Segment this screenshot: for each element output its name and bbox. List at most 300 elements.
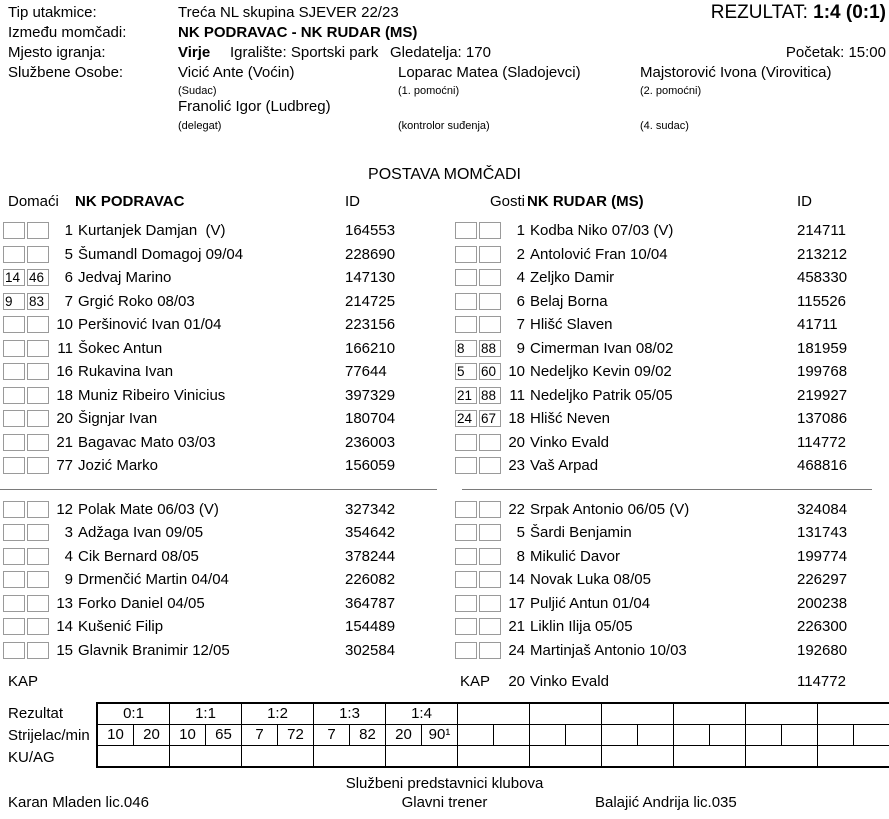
player-shirt-number: 13 (56, 594, 73, 612)
substitution-minute-box (479, 434, 501, 451)
player-id: 200238 (797, 594, 848, 612)
scorer-minute-cell: 20 (386, 725, 422, 745)
player-id: 302584 (345, 641, 396, 659)
player-row (0, 615, 445, 639)
player-name: Antolović Fran 10/04 (530, 245, 668, 263)
result-cell (458, 704, 530, 724)
between-teams-label: Između momčadi: (8, 24, 127, 41)
substitution-minute-box (479, 548, 501, 565)
substitution-player-box: 21 (455, 387, 477, 404)
substitution-player-box (455, 434, 477, 451)
substitution-player-box (455, 642, 477, 659)
head-coach-label: Glavni trener (401, 794, 488, 811)
scorer-minute-cell (710, 725, 746, 745)
player-row (0, 639, 445, 663)
player-name: Hlišć Slaven (530, 316, 613, 334)
result-cell (602, 704, 674, 724)
substitution-player-box (3, 642, 25, 659)
player-row (0, 545, 445, 569)
substitution-player-box (3, 595, 25, 612)
pitch-value: Igralište: Sportski park (230, 44, 379, 61)
player-shirt-number: 4 (516, 269, 525, 287)
kuag-cell (458, 746, 530, 766)
player-id: 223156 (345, 316, 396, 334)
substitution-player-box: 9 (3, 293, 25, 310)
substitution-minute-box (27, 642, 49, 659)
player-shirt-number: 2 (516, 245, 525, 263)
player-row (0, 592, 445, 616)
player-id: 41711 (797, 316, 838, 334)
referee-name: Vicić Ante (Voćin) (178, 64, 295, 81)
match-type-value: Treća NL skupina SJEVER 22/23 (178, 4, 399, 21)
officials-label: Službene Osobe: (8, 64, 124, 81)
substitution-player-box (3, 222, 25, 239)
result-table-block (0, 702, 889, 772)
player-row (452, 243, 889, 267)
player-row (452, 521, 889, 545)
substitution-player-box (455, 595, 477, 612)
kuag-cell (170, 746, 242, 766)
away-starters-list (452, 219, 889, 478)
substitution-minute-box (479, 316, 501, 333)
player-id: 137086 (797, 410, 848, 428)
player-shirt-number: 3 (64, 524, 73, 542)
scorer-minute-cell: 10 (170, 725, 206, 745)
player-shirt-number: 23 (508, 457, 525, 475)
substitution-player-box: 24 (455, 410, 477, 427)
player-shirt-number: 5 (64, 245, 73, 263)
delegate-name: Franolić Igor (Ludbreg) (178, 98, 331, 115)
scorer-minute-cell: 7 (242, 725, 278, 745)
substitution-minute-box (479, 457, 501, 474)
kuag-cell (386, 746, 458, 766)
player-row (452, 431, 889, 455)
away-kap-name: Vinko Evald (530, 673, 609, 691)
home-table-header (0, 190, 445, 219)
player-row (452, 219, 889, 243)
player-row (0, 243, 445, 267)
substitution-player-box (3, 571, 25, 588)
player-name: Forko Daniel 04/05 (78, 594, 205, 612)
substitution-player-box (455, 457, 477, 474)
player-name: Hlišć Neven (530, 410, 611, 428)
kuag-row-label: KU/AG (8, 749, 55, 766)
player-row (0, 384, 445, 408)
player-id: 131743 (797, 524, 848, 542)
substitution-player-box (3, 457, 25, 474)
substitution-minute-box (27, 524, 49, 541)
player-name: Drmenčić Martin 04/04 (78, 571, 229, 589)
substitution-player-box (3, 410, 25, 427)
player-id: 324084 (797, 500, 848, 518)
player-shirt-number: 4 (64, 547, 73, 565)
scorer-row-label: Strijelac/min (8, 727, 90, 744)
player-shirt-number: 20 (508, 433, 525, 451)
player-name: Jedvaj Marino (78, 269, 172, 287)
player-name: Šardi Benjamin (530, 524, 632, 542)
result-line (711, 2, 886, 24)
assistant2-role: (2. pomoćni) (640, 85, 702, 97)
player-shirt-number: 18 (56, 386, 73, 404)
substitution-player-box (455, 618, 477, 635)
away-table-header (452, 190, 889, 219)
attendance-value: Gledatelja: 170 (390, 44, 491, 61)
result-label: REZULTAT: (710, 2, 814, 23)
result-cell (746, 704, 818, 724)
result-cell (674, 704, 746, 724)
away-subs-divider (462, 489, 872, 490)
kuag-cell (530, 746, 602, 766)
player-id: 226297 (797, 571, 848, 589)
substitution-minute-box (479, 524, 501, 541)
away-kap-id: 114772 (797, 673, 846, 691)
player-name: Kurtanjek Damjan (V) (78, 222, 226, 240)
player-row (0, 360, 445, 384)
player-row (0, 313, 445, 337)
player-shirt-number: 15 (56, 641, 73, 659)
player-name: Jozić Marko (78, 457, 159, 475)
player-name: Šokec Antun (78, 339, 163, 357)
result-grid (96, 702, 889, 768)
player-row (0, 521, 445, 545)
substitution-player-box: 5 (455, 363, 477, 380)
player-name: Vinko Evald (530, 433, 609, 451)
player-name: Cimerman Ivan 08/02 (530, 339, 674, 357)
player-shirt-number: 77 (56, 457, 73, 475)
substitution-minute-box (27, 595, 49, 612)
result-row (98, 704, 889, 725)
substitution-minute-box (27, 316, 49, 333)
player-row (0, 337, 445, 361)
substitution-minute-box (27, 618, 49, 635)
substitution-player-box (3, 548, 25, 565)
scorer-minute-row (98, 725, 889, 746)
scorer-minute-cell: 10 (98, 725, 134, 745)
player-shirt-number: 21 (56, 433, 73, 451)
scorer-minute-cell (602, 725, 638, 745)
substitution-player-box (455, 548, 477, 565)
home-kap-row (0, 670, 445, 694)
substitution-minute-box (479, 501, 501, 518)
scorer-minute-cell (638, 725, 674, 745)
player-shirt-number: 14 (56, 618, 73, 636)
player-row (0, 568, 445, 592)
player-name: Šignjar Ivan (78, 410, 158, 428)
player-id: 226082 (345, 571, 396, 589)
away-id-column-label: ID (797, 193, 812, 210)
player-shirt-number: 12 (56, 500, 73, 518)
substitution-minute-box (27, 548, 49, 565)
player-name: Nedeljko Kevin 09/02 (530, 363, 672, 381)
result-cell (818, 704, 889, 724)
result-value: 1:4 (0:1) (813, 2, 886, 23)
substitution-minute-box (27, 457, 49, 474)
player-shirt-number: 9 (64, 571, 73, 589)
away-subs-list (452, 498, 889, 663)
substitution-minute-box (27, 246, 49, 263)
away-team-name: NK RUDAR (MS) (527, 193, 644, 210)
officials-grid (178, 63, 889, 138)
substitution-player-box (3, 387, 25, 404)
home-starters-list (0, 219, 445, 478)
player-id: 192680 (797, 641, 848, 659)
substitution-minute-box (479, 595, 501, 612)
scorer-minute-cell: 7 (314, 725, 350, 745)
player-name: Kodba Niko 07/03 (V) (530, 222, 674, 240)
player-id: 115526 (797, 292, 846, 310)
player-id: 219927 (797, 386, 848, 404)
player-row (0, 290, 445, 314)
player-shirt-number: 18 (508, 410, 525, 428)
result-cell: 1:1 (170, 704, 242, 724)
player-shirt-number: 8 (516, 547, 525, 565)
substitution-player-box (455, 571, 477, 588)
substitution-player-box (3, 524, 25, 541)
substitution-minute-box (27, 340, 49, 357)
player-name: Liklin Ilija 05/05 (530, 618, 633, 636)
scorer-minute-cell: 65 (206, 725, 242, 745)
kuag-cell (98, 746, 170, 766)
scorer-minute-cell (674, 725, 710, 745)
substitution-minute-box: 46 (27, 269, 49, 286)
between-teams-value: NK PODRAVAC - NK RUDAR (MS) (178, 24, 418, 41)
player-id: 354642 (345, 524, 396, 542)
scorer-minute-cell (782, 725, 818, 745)
substitution-player-box: 8 (455, 340, 477, 357)
player-id: 468816 (797, 457, 848, 475)
result-cell: 1:3 (314, 704, 386, 724)
player-name: Vaš Arpad (530, 457, 599, 475)
player-shirt-number: 11 (509, 386, 525, 404)
substitution-minute-box (27, 571, 49, 588)
substitution-minute-box: 88 (479, 387, 501, 404)
substitution-player-box (455, 316, 477, 333)
player-shirt-number: 10 (508, 363, 525, 381)
player-id: 199774 (797, 547, 848, 565)
venue-value: Virje (178, 44, 211, 61)
scorer-minute-cell (458, 725, 494, 745)
player-name: Belaj Borna (530, 292, 608, 310)
substitution-player-box (455, 501, 477, 518)
home-team-table (0, 190, 445, 694)
player-name: Adžaga Ivan 09/05 (78, 524, 204, 542)
player-name: Grgić Roko 08/03 (78, 292, 195, 310)
player-shirt-number: 5 (516, 524, 525, 542)
scorer-minute-cell: 82 (350, 725, 386, 745)
substitution-player-box (3, 340, 25, 357)
player-name: Mikulić Davor (530, 547, 621, 565)
home-side-label: Domaći (8, 193, 59, 210)
player-row (0, 431, 445, 455)
substitution-player-box (455, 293, 477, 310)
player-id: 77644 (345, 363, 387, 381)
substitution-minute-box (479, 293, 501, 310)
kuag-cell (818, 746, 889, 766)
substitution-minute-box (479, 269, 501, 286)
assistant1-name: Loparac Matea (Sladojevci) (398, 64, 581, 81)
scorer-minute-cell (566, 725, 602, 745)
player-row (452, 545, 889, 569)
player-id: 114772 (797, 433, 846, 451)
player-name: Muniz Ribeiro Vinicius (78, 386, 226, 404)
player-name: Novak Luka 08/05 (530, 571, 651, 589)
player-shirt-number: 16 (56, 363, 73, 381)
substitution-minute-box (479, 571, 501, 588)
player-shirt-number: 24 (508, 641, 525, 659)
result-cell: 1:2 (242, 704, 314, 724)
scorer-minute-cell: 72 (278, 725, 314, 745)
substitution-player-box (3, 363, 25, 380)
player-shirt-number: 6 (516, 292, 525, 310)
scorer-minute-cell (494, 725, 530, 745)
player-row (0, 454, 445, 478)
player-row (452, 639, 889, 663)
player-shirt-number: 11 (57, 339, 73, 357)
player-name: Srpak Antonio 06/05 (V) (530, 500, 690, 518)
substitution-player-box (455, 222, 477, 239)
substitution-player-box (455, 524, 477, 541)
player-name: Puljić Antun 01/04 (530, 594, 651, 612)
assistant1-role: (1. pomoćni) (398, 85, 460, 97)
player-shirt-number: 7 (516, 316, 525, 334)
player-name: Nedeljko Patrik 05/05 (530, 386, 673, 404)
player-id: 378244 (345, 547, 396, 565)
substitution-player-box (455, 246, 477, 263)
home-id-column-label: ID (345, 193, 360, 210)
player-id: 164553 (345, 222, 396, 240)
delegate-role: (delegat) (178, 120, 222, 132)
result-cell (530, 704, 602, 724)
kuag-cell (746, 746, 818, 766)
referee-role: (Sudac) (178, 85, 217, 97)
substitution-minute-box (479, 642, 501, 659)
player-name: Zeljko Damir (530, 269, 615, 287)
substitution-minute-box (27, 363, 49, 380)
player-id: 214725 (345, 292, 396, 310)
player-shirt-number: 21 (508, 618, 525, 636)
player-shirt-number: 22 (508, 500, 525, 518)
player-row (0, 219, 445, 243)
home-representative: Karan Mladen lic.046 (8, 794, 149, 811)
player-id: 226300 (797, 618, 848, 636)
player-id: 228690 (345, 245, 396, 263)
substitution-minute-box (27, 410, 49, 427)
kuag-cell (242, 746, 314, 766)
player-row (452, 615, 889, 639)
result-cell: 1:4 (386, 704, 458, 724)
scorer-minute-cell (818, 725, 854, 745)
substitution-minute-box (27, 222, 49, 239)
substitution-minute-box (27, 434, 49, 451)
player-name: Bagavac Mato 03/03 (78, 433, 216, 451)
player-id: 214711 (797, 222, 846, 240)
player-row (452, 313, 889, 337)
player-name: Glavnik Branimir 12/05 (78, 641, 230, 659)
substitution-player-box (3, 316, 25, 333)
away-side-label: Gosti (490, 193, 526, 210)
substitution-minute-box (479, 246, 501, 263)
substitution-player-box: 14 (3, 269, 25, 286)
club-representatives-title: Službeni predstavnici klubova (345, 775, 544, 792)
player-shirt-number: 6 (64, 269, 73, 287)
substitution-player-box (455, 269, 477, 286)
player-id: 199768 (797, 363, 848, 381)
player-row (0, 407, 445, 431)
substitution-minute-box (479, 222, 501, 239)
player-row (452, 384, 889, 408)
player-row (0, 266, 445, 290)
substitution-minute-box (27, 501, 49, 518)
substitution-minute-box (479, 618, 501, 635)
player-row (452, 290, 889, 314)
player-id: 147130 (345, 269, 396, 287)
kuag-row (98, 746, 889, 766)
player-id: 166210 (345, 339, 396, 357)
player-shirt-number: 7 (64, 292, 73, 310)
fourth-official-role: (4. sudac) (640, 120, 689, 132)
home-team-name: NK PODRAVAC (75, 193, 185, 210)
kuag-cell (674, 746, 746, 766)
result-row-label: Rezultat (8, 705, 64, 722)
kuag-cell (314, 746, 386, 766)
player-shirt-number: 1 (64, 222, 73, 240)
player-shirt-number: 10 (56, 316, 73, 334)
player-id: 181959 (797, 339, 848, 357)
player-id: 156059 (345, 457, 396, 475)
player-name: Martinjaš Antonio 10/03 (530, 641, 687, 659)
scorer-minute-cell (746, 725, 782, 745)
player-row (452, 266, 889, 290)
player-name: Rukavina Ivan (78, 363, 174, 381)
substitution-player-box (3, 246, 25, 263)
player-name: Polak Mate 06/03 (V) (78, 500, 219, 518)
substitution-player-box (3, 618, 25, 635)
player-row (452, 454, 889, 478)
substitution-minute-box (27, 387, 49, 404)
player-row (0, 498, 445, 522)
player-id: 236003 (345, 433, 396, 451)
player-shirt-number: 20 (56, 410, 73, 428)
away-representative: Balajić Andrija lic.035 (595, 794, 737, 811)
away-kap-row (452, 670, 889, 694)
scorer-minute-cell (854, 725, 889, 745)
player-name: Cik Bernard 08/05 (78, 547, 199, 565)
kuag-cell (602, 746, 674, 766)
lineup-title: POSTAVA MOMČADI (368, 166, 521, 183)
player-shirt-number: 9 (516, 339, 525, 357)
assistant2-name: Majstorović Ivona (Virovitica) (640, 64, 832, 81)
player-name: Šumandl Domagoj 09/04 (78, 245, 244, 263)
player-id: 458330 (797, 269, 848, 287)
player-id: 327342 (345, 500, 396, 518)
player-id: 154489 (345, 618, 396, 636)
player-row (452, 360, 889, 384)
player-id: 364787 (345, 594, 396, 612)
scorer-minute-cell (530, 725, 566, 745)
home-subs-divider (0, 489, 437, 490)
player-row (452, 568, 889, 592)
player-id: 397329 (345, 386, 396, 404)
player-name: Kušenić Filip (78, 618, 164, 636)
home-subs-list (0, 498, 445, 663)
kickoff-value: Početak: 15:00 (785, 44, 886, 61)
away-kap-label: KAP (460, 673, 491, 691)
away-team-table (452, 190, 889, 694)
scorer-minute-cell: 20 (134, 725, 170, 745)
player-shirt-number: 17 (508, 594, 525, 612)
substitution-minute-box: 60 (479, 363, 501, 380)
player-shirt-number: 14 (508, 571, 525, 589)
